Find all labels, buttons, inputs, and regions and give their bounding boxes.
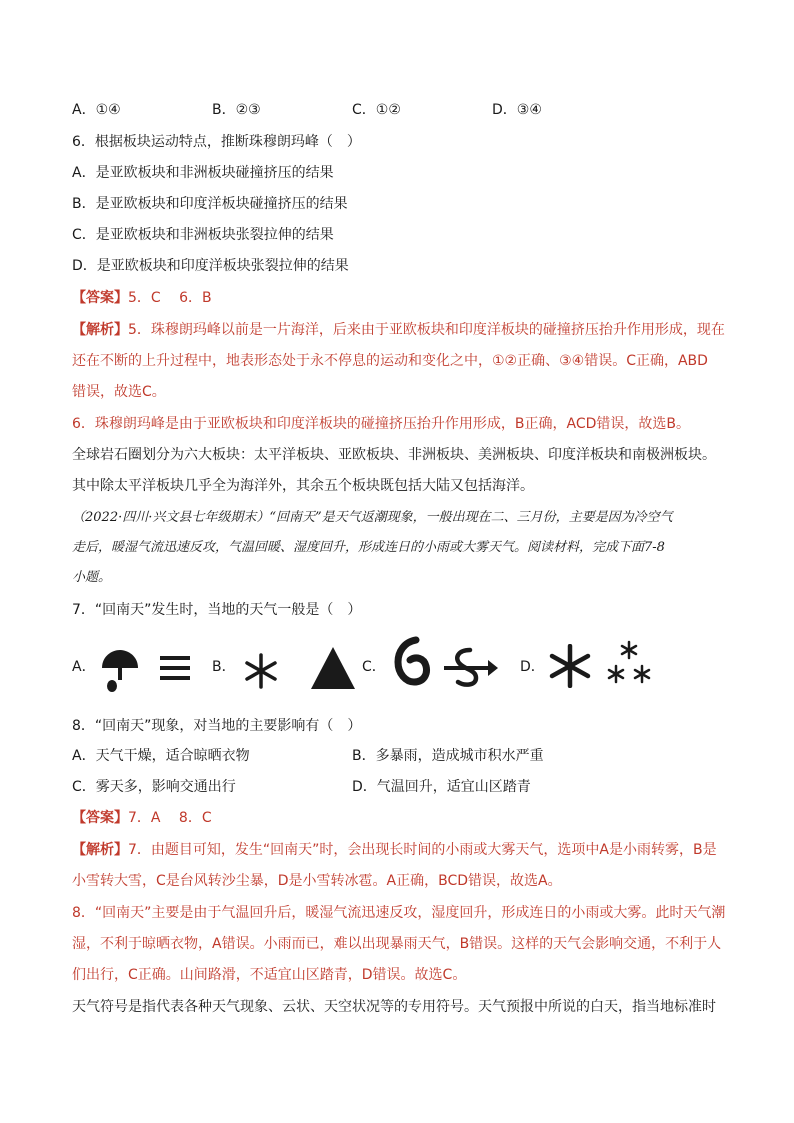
q7-option-d-label: D．: [520, 659, 545, 675]
analysis-label: 【解析】: [72, 322, 128, 338]
q5-option-a: A．①④: [72, 102, 121, 118]
typhoon-icon: [390, 636, 434, 692]
hail-icon: [604, 638, 654, 690]
note-line-1: 全球岩石圈划分为六大板块：太平洋板块、亚欧板块、非洲板块、美洲板块、印度洋板块和南极洲板块。: [72, 447, 716, 463]
q7-option-c-label: C．: [362, 659, 386, 675]
analysis-text: 5．珠穆朗玛峰以前是一片海洋，后来由于亚欧板块和印度洋板块的碰撞挤压抬升作用形成，现在: [128, 322, 725, 338]
q7-option-a-label: A．: [72, 659, 96, 675]
analysis2-line-4: 湿，不利于晾晒衣物，A错误。小雨而已，难以出现暴雨天气，B错误。这样的天气会影响交通，不利于人: [72, 936, 722, 952]
q6-option-c: C．是亚欧板块和非洲板块张裂拉伸的结果: [72, 227, 334, 243]
q8-option-a: A．天气干燥，适合晾晒衣物: [72, 748, 250, 764]
analysis2-line-3: 8．“回南天”主要是由于气温回升后，暖湿气流迅速反攻，湿度回升，形成连日的小雨或大雾。此时天气潮: [72, 905, 726, 921]
heavy-snow-icon: [308, 644, 358, 692]
material-line-3: 小题。: [72, 570, 112, 585]
light-snow-icon: [242, 652, 280, 690]
analysis-label-2: 【解析】: [72, 842, 128, 858]
analysis-line-3: 错误，故选C。: [72, 384, 166, 400]
q8-option-b: B．多暴雨，造成城市积水严重: [352, 748, 544, 764]
material-line-2: 走后，暖湿气流迅速反攻，气温回暖、湿度回升，形成连日的小雨或大雾天气。阅读材料，完成下面7-8: [72, 540, 665, 555]
answer-text: 5．C 6．B: [128, 290, 212, 306]
fog-icon: [158, 652, 192, 684]
light-rain-icon: [98, 648, 142, 694]
answer-text-2: 7．A 8．C: [128, 810, 212, 826]
answer-block-2: [72, 808, 722, 828]
q6-stem: 6．根据板块运动特点，推断珠穆朗玛峰（ ）: [72, 134, 361, 150]
snowflake-icon: [548, 644, 592, 688]
q8-option-d: D．气温回升，适宜山区踏青: [352, 779, 531, 795]
q6-option-a: A．是亚欧板块和非洲板块碰撞挤压的结果: [72, 165, 334, 181]
q7-symbol-options: [72, 634, 722, 694]
q5-option-c: C．①②: [352, 102, 401, 118]
analysis2-line-5: 们出行，C正确。山间路滑，不适宜山区踏青，D错误。故选C。: [72, 967, 467, 983]
analysis-line-2: 还在不断的上升过程中，地表形态处于永不停息的运动和变化之中，①②正确、③④错误。C正确，ABD: [72, 353, 708, 369]
note-line-2: 其中除太平洋板块几乎全为海洋外，其余五个板块既包括大陆又包括海洋。: [72, 478, 534, 494]
q8-option-c: C．雾天多，影响交通出行: [72, 779, 236, 795]
q5-option-b: B．②③: [212, 102, 261, 118]
analysis2-line-2: 小雪转大雪，C是台风转沙尘暴，D是小雪转冰雹。A正确，BCD错误，故选A。: [72, 873, 562, 889]
material-line-1: （2022·四川·兴文县七年级期末）“回南天”是天气返潮现象，一般出现在二、三月份，主要是因为冷空气: [72, 510, 673, 525]
answer-block-1: [72, 288, 722, 308]
analysis2-line-1: [72, 840, 722, 860]
sandstorm-icon: [440, 646, 498, 690]
q6-option-b: B．是亚欧板块和印度洋板块碰撞挤压的结果: [72, 196, 348, 212]
answer-label-2: 【答案】: [72, 810, 128, 826]
q6-option-d: D．是亚欧板块和印度洋板块张裂拉伸的结果: [72, 258, 349, 274]
q8-stem: 8．“回南天”现象，对当地的主要影响有（ ）: [72, 718, 362, 734]
q7-stem: 7．“回南天”发生时，当地的天气一般是（ ）: [72, 602, 362, 618]
answer-label: 【答案】: [72, 290, 128, 306]
q5-option-d: D．③④: [492, 102, 542, 118]
analysis-line-1: [72, 320, 725, 340]
q7-option-b-label: B．: [212, 659, 236, 675]
analysis-line-4: 6．珠穆朗玛峰是由于亚欧板块和印度洋板块的碰撞挤压抬升作用形成，B正确，ACD错误，故选B。: [72, 416, 691, 432]
analysis2-text: 7．由题目可知，发生“回南天”时，会出现长时间的小雨或大雾天气，选项中A是小雨转雾，B是: [128, 842, 717, 858]
note2-line-1: 天气符号是指代表各种天气现象、云状、天空状况等的专用符号。天气预报中所说的白天，指当地标准时: [72, 999, 716, 1015]
